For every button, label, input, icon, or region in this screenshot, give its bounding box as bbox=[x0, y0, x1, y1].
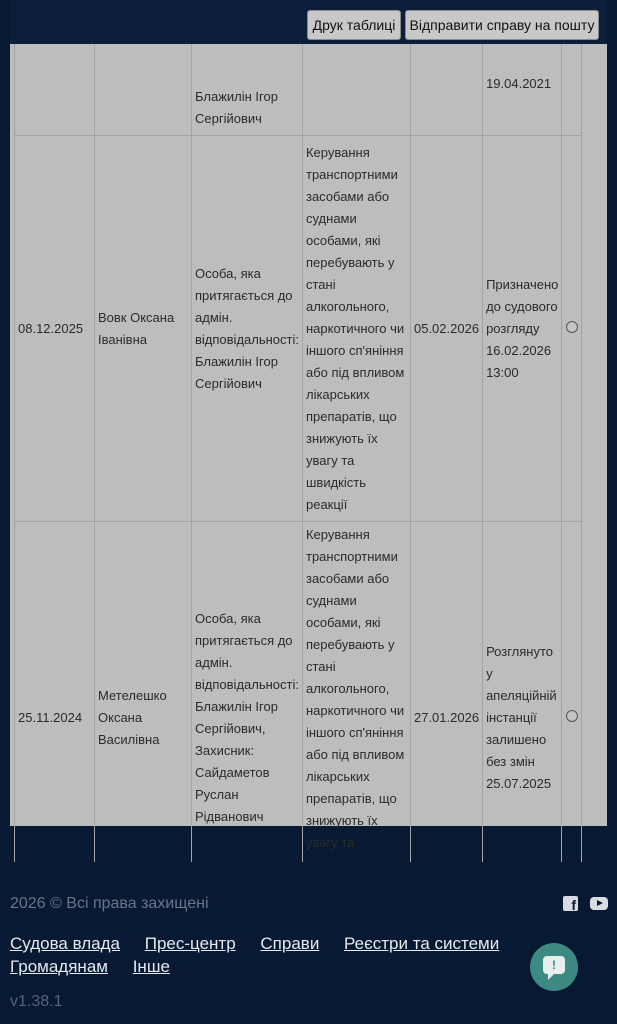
youtube-icon[interactable] bbox=[590, 897, 608, 910]
footer-link-cases[interactable]: Справи bbox=[260, 934, 320, 953]
cell-category: Керування транспортними засобами або суднами особами, які перебувають у стані алкогольного, наркотичного чи іншого сп'яніння або під впливом лікарських препаратів, що знижують їх увагу та швидкість реакції bbox=[302, 136, 410, 522]
cell-status: Розглянуто у апеляційній інстанції залишено без змін 25.07.2025 bbox=[483, 522, 562, 915]
footer-link-citizens[interactable]: Громадянам bbox=[10, 957, 108, 976]
footer-link-judiciary[interactable]: Судова влада bbox=[10, 934, 120, 953]
row-select-radio[interactable] bbox=[566, 321, 578, 333]
chat-icon: ! bbox=[543, 956, 565, 974]
cases-table bbox=[14, 0, 582, 915]
cell-select bbox=[562, 522, 582, 915]
facebook-icon[interactable] bbox=[563, 896, 578, 911]
cell-category: Керування транспортними засобами або суднами особами, які перебувають у стані алкогольного, наркотичного чи іншого сп'яніння або під впливом лікарських препаратів, що знижують їх увагу та bbox=[302, 522, 410, 915]
row-select-radio[interactable] bbox=[566, 710, 578, 722]
print-table-button[interactable]: Друк таблиці bbox=[307, 10, 401, 40]
table-toolbar bbox=[10, 0, 607, 44]
footer-link-press-center[interactable]: Прес-центр bbox=[144, 934, 236, 953]
cell-date: 25.11.2024 bbox=[15, 522, 95, 915]
table-row[interactable] bbox=[15, 522, 582, 915]
cell-status: Призначено до судового розгляду 16.02.2026 13:00 bbox=[483, 136, 562, 522]
page-frame-left bbox=[0, 0, 10, 862]
cell-judge: Метелешко Оксана Василівна bbox=[95, 522, 192, 915]
table-row[interactable] bbox=[15, 136, 582, 522]
cell-hearing-date: 05.02.2026 bbox=[410, 136, 482, 522]
case-table-card bbox=[10, 0, 607, 850]
copyright-text: 2026 © Всі права захищені bbox=[10, 895, 209, 912]
page-frame-right bbox=[607, 0, 617, 862]
chat-button[interactable] bbox=[530, 943, 578, 991]
cell-participants: Особа, яка притягається до адмін. відповідальності: Блажилін Ігор Сергійович bbox=[192, 136, 303, 522]
footer-links bbox=[10, 932, 530, 978]
cell-participants: Блажилін Ігор Сергійович bbox=[192, 0, 303, 136]
cell-date: 08.12.2025 bbox=[15, 136, 95, 522]
cell-select bbox=[562, 136, 582, 522]
cell-participants: Особа, яка притягається до адмін. відповідальності: Блажилін Ігор Сергійович, Захисник: Сайдаметов Руслан Рідванович bbox=[192, 522, 303, 915]
footer-link-registries[interactable]: Реєстри та системи bbox=[344, 934, 500, 953]
cell-status: 19.04.2021 bbox=[483, 0, 562, 136]
footer-link-other[interactable]: Інше bbox=[132, 957, 170, 976]
cell-judge: Вовк Оксана Іванівна bbox=[95, 136, 192, 522]
app-version: v1.38.1 bbox=[10, 993, 63, 1010]
facebook-glyph: f bbox=[571, 897, 576, 913]
send-case-email-button[interactable]: Відправити справу на пошту bbox=[405, 10, 599, 40]
cell-hearing-date: 27.01.2026 bbox=[410, 522, 482, 915]
site-footer bbox=[0, 862, 617, 1024]
